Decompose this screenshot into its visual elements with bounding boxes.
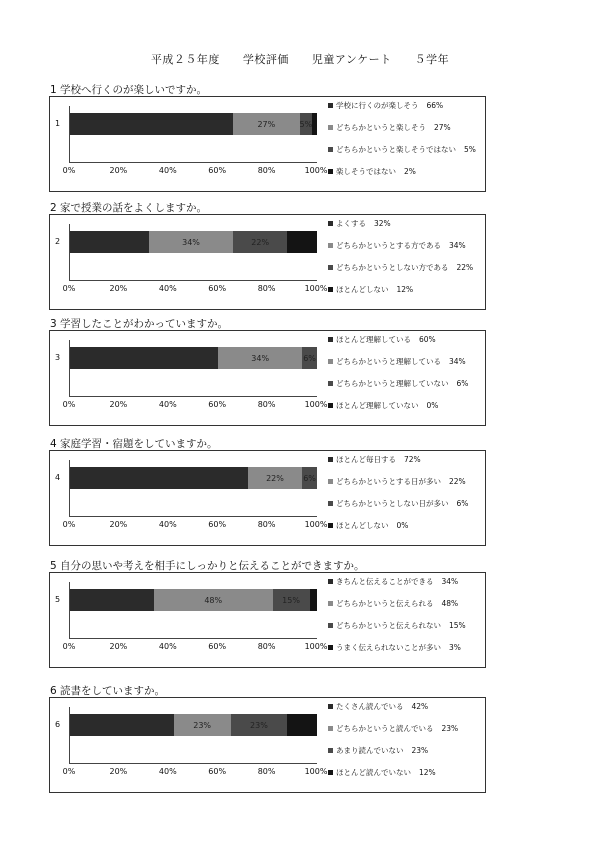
legend-swatch — [328, 169, 333, 174]
category-label: 6 — [55, 720, 61, 729]
legend-label: どちらかというと楽しそう — [336, 123, 426, 132]
legend-swatch — [328, 579, 333, 584]
x-tick-label: 80% — [257, 166, 276, 175]
legend-value: 2% — [404, 167, 416, 176]
plot-area — [69, 460, 317, 517]
legend-item — [328, 240, 466, 251]
x-tick-label: 80% — [257, 284, 276, 293]
legend-swatch — [328, 243, 333, 248]
x-tick-label: 0% — [62, 767, 76, 776]
x-tick-label: 0% — [62, 166, 76, 175]
legend-item — [328, 576, 458, 587]
category-label: 1 — [55, 119, 61, 128]
legend-label: どちらかというと理解していない — [336, 379, 449, 388]
legend-value: 34% — [449, 241, 466, 250]
legend-swatch — [328, 125, 333, 130]
legend-item — [328, 218, 391, 229]
legend-value: 6% — [456, 499, 469, 508]
bar-segment-4 — [287, 714, 317, 736]
bar-segment-3 — [273, 589, 310, 611]
legend-label: どちらかというと読んでいる — [336, 724, 434, 733]
legend-swatch — [328, 479, 333, 484]
legend-value: 23% — [411, 746, 429, 755]
x-tick-label: 0% — [62, 400, 76, 409]
x-tick-label: 60% — [208, 642, 227, 651]
legend-value: 0% — [396, 521, 409, 530]
legend-value: 3% — [449, 643, 461, 652]
data-label: 27% — [257, 119, 276, 129]
legend — [328, 701, 484, 789]
data-label: 6% — [303, 353, 316, 363]
x-tick-label: 40% — [158, 284, 177, 293]
data-label: 23% — [250, 720, 268, 730]
x-tick-label: 80% — [257, 400, 276, 409]
legend-value: 22% — [449, 477, 466, 486]
legend-label: どちらかというと理解している — [336, 357, 441, 366]
legend-swatch — [328, 704, 333, 709]
legend-item — [328, 767, 436, 778]
bar-segment-4 — [310, 589, 317, 611]
plot-area — [69, 340, 317, 397]
x-tick-label: 20% — [109, 284, 128, 293]
legend-item — [328, 520, 408, 531]
legend-value: 34% — [449, 357, 466, 366]
legend-value: 60% — [419, 335, 436, 344]
bar-segment-2 — [174, 714, 231, 736]
legend-value: 34% — [441, 577, 459, 586]
legend-item — [328, 476, 466, 487]
legend-swatch — [328, 623, 333, 628]
legend-item — [328, 122, 451, 133]
survey-question-2 — [0, 200, 600, 318]
x-tick-label: 60% — [208, 520, 227, 529]
legend-value: 32% — [374, 219, 391, 228]
legend-swatch — [328, 523, 333, 528]
legend-value: 23% — [441, 724, 459, 733]
bar-segment-2 — [149, 231, 233, 253]
data-label: 6% — [303, 473, 316, 483]
bar-segment-1 — [70, 113, 233, 135]
x-tick-label: 20% — [109, 400, 128, 409]
legend-item — [328, 334, 436, 345]
legend — [328, 100, 484, 188]
legend-label: どちらかというと楽しそうではない — [336, 145, 456, 154]
legend-item — [328, 723, 458, 734]
legend-item — [328, 642, 461, 653]
data-label: 34% — [251, 353, 270, 363]
data-label: 5% — [299, 119, 313, 129]
survey-question-1 — [0, 82, 600, 200]
x-tick-label: 100% — [304, 642, 328, 651]
legend — [328, 454, 484, 542]
category-label: 5 — [55, 595, 61, 604]
stacked-bar — [70, 113, 317, 135]
legend-swatch — [328, 147, 333, 152]
x-tick-label: 60% — [208, 400, 227, 409]
x-tick-label: 40% — [158, 400, 177, 409]
page-title: 平成２５年度 学校評価 児童アンケート ５学年 — [150, 53, 450, 66]
legend-item — [328, 400, 438, 411]
x-tick-label: 100% — [304, 767, 328, 776]
legend-label: ほとんど理解していない — [336, 401, 419, 410]
legend-swatch — [328, 748, 333, 753]
legend-value: 5% — [464, 145, 476, 154]
legend-item — [328, 498, 468, 509]
legend-value: 42% — [411, 702, 429, 711]
x-tick-label: 40% — [158, 166, 177, 175]
bar-segment-1 — [70, 467, 248, 489]
legend-swatch — [328, 287, 333, 292]
legend-label: ほとんどしない — [336, 521, 389, 530]
question-title: 4 家庭学習・宿題をしていますか。 — [50, 438, 218, 450]
x-tick-label: 100% — [304, 166, 328, 175]
bar-segment-1 — [70, 347, 218, 369]
legend-swatch — [328, 645, 333, 650]
legend-value: 66% — [426, 101, 444, 110]
legend-item — [328, 356, 466, 367]
survey-question-6 — [0, 683, 600, 801]
legend-value: 12% — [396, 285, 414, 294]
bar-segment-4 — [287, 231, 317, 253]
question-title: 2 家で授業の話をよくしますか。 — [50, 202, 208, 214]
x-tick-label: 100% — [304, 400, 328, 409]
x-tick-label: 20% — [109, 642, 128, 651]
legend-swatch — [328, 103, 333, 108]
legend-label: たくさん読んでいる — [336, 702, 404, 711]
legend-swatch — [328, 726, 333, 731]
legend-swatch — [328, 501, 333, 506]
category-label: 4 — [55, 473, 61, 482]
x-tick-label: 100% — [304, 284, 328, 293]
plot-area — [69, 106, 317, 163]
bar-segment-3 — [302, 347, 317, 369]
data-label: 15% — [282, 595, 300, 605]
legend-label: 学校に行くのが楽しそう — [336, 101, 419, 110]
legend-label: どちらかというとする日が多い — [336, 477, 441, 486]
legend-label: ほとんどしない — [336, 285, 389, 294]
legend-value: 48% — [441, 599, 459, 608]
legend-value: 15% — [449, 621, 466, 630]
survey-question-3 — [0, 316, 600, 434]
x-tick-label: 60% — [208, 767, 227, 776]
legend-swatch — [328, 381, 333, 386]
x-tick-label: 0% — [62, 520, 76, 529]
legend-swatch — [328, 337, 333, 342]
survey-question-4 — [0, 436, 600, 554]
question-title: 6 読書をしていますか。 — [50, 685, 166, 697]
survey-question-5 — [0, 558, 600, 676]
legend-value: 22% — [456, 263, 474, 272]
category-label: 2 — [55, 237, 61, 246]
data-label: 22% — [251, 237, 270, 247]
legend-item — [328, 284, 413, 295]
plot-area — [69, 582, 317, 639]
x-tick-label: 20% — [109, 520, 128, 529]
legend-label: ほとんど理解している — [336, 335, 411, 344]
bar-segment-3 — [233, 231, 287, 253]
legend-item — [328, 378, 468, 389]
x-tick-label: 60% — [208, 166, 227, 175]
legend-swatch — [328, 359, 333, 364]
legend — [328, 334, 484, 422]
plot-area — [69, 224, 317, 281]
question-title: 5 自分の思いや考えを相手にしっかりと伝えることができますか。 — [50, 560, 365, 572]
legend-label: うまく伝えられないことが多い — [336, 643, 441, 652]
bar-segment-3 — [231, 714, 288, 736]
bar-segment-3 — [300, 113, 312, 135]
legend-item — [328, 166, 416, 177]
legend-swatch — [328, 403, 333, 408]
x-tick-label: 0% — [62, 284, 76, 293]
legend-item — [328, 100, 443, 111]
legend-swatch — [328, 457, 333, 462]
legend — [328, 218, 484, 306]
bar-segment-2 — [248, 467, 302, 489]
legend-item — [328, 598, 458, 609]
legend-swatch — [328, 265, 333, 270]
bar-segment-4 — [312, 113, 317, 135]
x-tick-label: 80% — [257, 767, 276, 776]
legend-label: どちらかというとする方である — [336, 241, 441, 250]
data-label: 23% — [193, 720, 212, 730]
x-tick-label: 40% — [158, 642, 177, 651]
data-label: 22% — [266, 473, 284, 483]
legend-value: 0% — [426, 401, 439, 410]
legend-value: 12% — [419, 768, 436, 777]
legend-swatch — [328, 221, 333, 226]
data-label: 48% — [204, 595, 223, 605]
data-label: 34% — [182, 237, 200, 247]
legend-label: どちらかというとしない方である — [336, 263, 449, 272]
plot-area — [69, 707, 317, 764]
legend-label: ほとんど毎日する — [336, 455, 396, 464]
legend-label: あまり読んでいない — [336, 746, 404, 755]
legend-value: 27% — [434, 123, 451, 132]
x-tick-label: 60% — [208, 284, 227, 293]
question-title: 3 学習したことがわかっていますか。 — [50, 318, 229, 330]
legend-value: 6% — [456, 379, 469, 388]
legend-item — [328, 620, 466, 631]
legend-label: よくする — [336, 219, 366, 228]
bar-segment-1 — [70, 231, 149, 253]
legend-item — [328, 454, 421, 465]
legend-label: きちんと伝えることができる — [336, 577, 434, 586]
stacked-bar — [70, 714, 317, 736]
bar-segment-1 — [70, 714, 174, 736]
stacked-bar — [70, 347, 317, 369]
bar-segment-3 — [302, 467, 317, 489]
legend-label: どちらかというとしない日が多い — [336, 499, 449, 508]
bar-segment-1 — [70, 589, 154, 611]
x-tick-label: 20% — [109, 166, 128, 175]
legend-label: ほとんど読んでいない — [336, 768, 411, 777]
legend-label: 楽しそうではない — [336, 167, 396, 176]
legend-swatch — [328, 770, 333, 775]
x-tick-label: 40% — [158, 520, 177, 529]
bar-segment-2 — [154, 589, 273, 611]
bar-segment-2 — [218, 347, 302, 369]
x-tick-label: 0% — [62, 642, 76, 651]
legend-item — [328, 262, 473, 273]
question-title: 1 学校へ行くのが楽しいですか。 — [50, 84, 208, 96]
x-tick-label: 80% — [257, 520, 276, 529]
stacked-bar — [70, 231, 317, 253]
stacked-bar — [70, 589, 317, 611]
legend-label: どちらかというと伝えられる — [336, 599, 434, 608]
x-tick-label: 20% — [109, 767, 128, 776]
legend-label: どちらかというと伝えられない — [336, 621, 441, 630]
legend-item — [328, 144, 476, 155]
legend-item — [328, 701, 428, 712]
legend-item — [328, 745, 428, 756]
bar-segment-2 — [233, 113, 300, 135]
x-tick-label: 100% — [304, 520, 328, 529]
category-label: 3 — [55, 353, 61, 362]
stacked-bar — [70, 467, 317, 489]
legend-swatch — [328, 601, 333, 606]
legend-value: 72% — [404, 455, 421, 464]
x-tick-label: 80% — [257, 642, 276, 651]
x-tick-label: 40% — [158, 767, 177, 776]
legend — [328, 576, 484, 664]
